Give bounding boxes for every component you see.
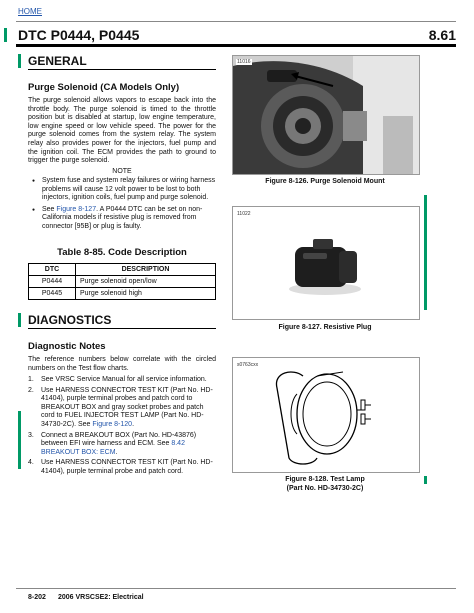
table-cell: Purge solenoid high: [76, 288, 216, 300]
figure-link[interactable]: Figure 8-120: [92, 420, 133, 428]
footer-rule: [16, 588, 456, 589]
general-rule: [28, 69, 216, 70]
table-header: DESCRIPTION: [76, 264, 216, 276]
figure-caption: Figure 8-128. Test Lamp: [285, 476, 365, 483]
code-table: [28, 263, 216, 300]
figure-caption: Figure 8-127. Resistive Plug: [278, 324, 372, 331]
table-caption: Table 8-85. Code Description: [57, 247, 187, 258]
diagnostic-intro: The reference numbers below correlate with the circled numbers on the Test flow charts.: [28, 356, 216, 372]
change-bar: [4, 28, 7, 42]
footer-page-number: 8-202: [28, 594, 46, 601]
home-link[interactable]: HOME: [18, 7, 42, 16]
change-bar: [18, 313, 21, 327]
diagnostics-rule: [28, 328, 216, 329]
figure-tag: 11016: [237, 59, 251, 65]
figure-8-127: [232, 206, 420, 320]
list-item: 2. Use HARNESS CONNECTOR TEST KIT (Part No. HD-41404), purple terminal probes and patch cord to BREAKOUT BOX and gray socket probes and patch cord to FUEL INJECTOR TEST LAMP (Part No. HD-34730-2C). See Figure 8-120.: [28, 386, 213, 428]
table-row: [29, 288, 216, 300]
change-bar: [424, 476, 427, 484]
purge-solenoid-heading: Purge Solenoid (CA Models Only): [28, 82, 180, 93]
note-bullets: [32, 177, 216, 235]
diagnostics-heading: DIAGNOSTICS: [28, 313, 112, 327]
list-item: 3. Connect a BREAKOUT BOX (Part No. HD-43876) between EFI wire harness and ECM. See 8.42 BREAKOUT BOX: ECM.: [28, 431, 197, 456]
figure-tag: s0763cxx: [237, 362, 259, 368]
figure-caption: Figure 8-126. Purge Solenoid Mount: [265, 178, 385, 185]
table-row: [29, 276, 216, 288]
table-cell: Purge solenoid open/low: [76, 276, 216, 288]
table-header: DTC: [29, 264, 76, 276]
diagnostic-notes-heading: Diagnostic Notes: [28, 341, 106, 352]
figure-tag: 11022: [237, 211, 251, 217]
page-title: DTC P0444, P0445: [18, 27, 140, 43]
resistive-plug-photo: [233, 207, 419, 319]
page-number: 8.61: [428, 27, 456, 43]
header-rule: [16, 21, 456, 22]
figure-caption: (Part No. HD-34730-2C): [286, 485, 364, 492]
title-rule: [16, 44, 456, 47]
purge-solenoid-mount-photo: [233, 56, 419, 174]
list-item: 1. See VRSC Service Manual for all service information.: [28, 376, 207, 383]
figure-8-128: [232, 357, 420, 473]
table-cell: P0444: [29, 276, 76, 288]
list-item: ● System fuse and system relay failures or wiring harness problems will cause 12 volt power to be lost to both injectors, ignition coils, fuel pump and purge solenoid.: [32, 177, 216, 203]
test-lamp-drawing: [233, 358, 419, 472]
change-bar: [424, 195, 427, 310]
change-bar: [18, 54, 21, 68]
change-bar: [18, 411, 21, 469]
figure-8-126: [232, 55, 420, 175]
diagnostic-steps: [28, 376, 216, 479]
table-cell: P0445: [29, 288, 76, 300]
section-link[interactable]: 8.42 BREAKOUT BOX: ECM: [41, 440, 185, 456]
figure-link[interactable]: Figure 8-127: [56, 205, 97, 213]
general-heading: GENERAL: [28, 54, 87, 68]
purge-solenoid-paragraph: The purge solenoid allows vapors to escape back into the throttle body. The purge solenoid is timed to the throttle position but is disabled at startup, low engine temperature, low engine speed or low vehicle speed. The power for the purge solenoid comes from the system relay. The system relay also provides power for the injectors, fuel pump and the ignition coil. The ECM provides the path to ground to trigger the purge solenoid.: [28, 97, 216, 165]
note-label: NOTE: [112, 168, 132, 175]
list-item: ● See Figure 8-127. A P0444 DTC can be set on non-California models if resistive plug is removed from connector [95B] or plug is faulty.: [32, 206, 216, 232]
footer-book-title: 2006 VRSCSE2: Electrical: [58, 594, 144, 601]
list-item: 4. Use HARNESS CONNECTOR TEST KIT (Part No. HD-41404), purple terminal probe and patch cord.: [28, 459, 213, 475]
